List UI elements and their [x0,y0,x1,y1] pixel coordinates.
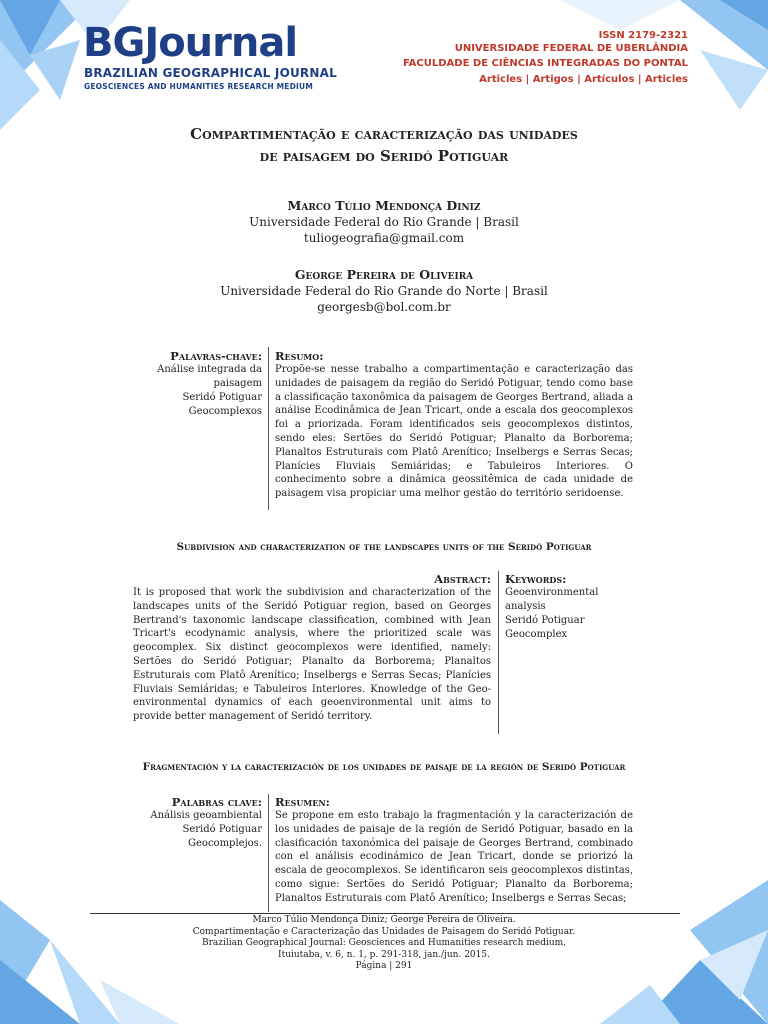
abstract-text: Propõe-se nesse trabalho a compartimentação e caracterização das unidades de paisagem da região do Seridó Potiguar, tendo como base a classificação taxonômica da paisagem de Georges Bertrand, aliada a análise Ecodinâmica de Jean Tricart, onde a escala dos geocomplexos foi a priorizada. Foram identificados seis geocomplexos distintos, sendo eles: Sertões do Seridó Potiguar; Planalto da Borborema; Planaltos Estruturais com Platô Arenítico; Inselbergs e Serras Secas; Planícies Fluviais Semiáridas; e Tabuleiros Interiores. O conhecimento sobre a dinâmica geossitêmica de cada unidade de paisagem visa propiciar uma melhor gestão do território seridoense. [275,364,633,500]
divider [498,571,499,734]
keyword: Geoenvironmental analysis [505,587,599,612]
page-number: Página | 291 [355,961,413,971]
author-affiliation: Universidade Federal do Rio Grande | Brasil [249,215,519,229]
issn: ISSN 2179-2321 [598,30,688,41]
journal-logo-subtitle: BRAZILIAN GEOGRAPHICAL JOURNAL [84,66,337,80]
journal-logo-tagline: GEOSCIENCES AND HUMANITIES RESEARCH MEDIUM [84,82,314,91]
keywords-label: Keywords: [505,572,567,586]
footer-journal: Brazilian Geographical Journal: Geosciences and Humanities research medium, [201,938,567,948]
keyword: Seridó Potiguar [505,615,585,626]
author-block-2 [0,267,768,315]
keyword: Seridó Potiguar [182,392,262,403]
university-name: UNIVERSIDADE FEDERAL DE UBERLÂNDIA [454,43,688,54]
keyword: Geocomplex [505,629,568,640]
author-block-1 [0,198,768,246]
abstract-en [133,572,491,724]
abstract-es [275,795,633,911]
abstract-text: It is proposed that work the subdivision and characterization of the landscapes units of the Seridó Potiguar region, based on Georges Bertrand's taxonomic landscape classification, combined with Jean Tricart's ecodynamic analysis, where the prioritized scale was geocomplex. Six distinct geocomplexos were identified, namely: Sertões do Seridó Potiguar; Planalto da Borborema; Planaltos Estruturais com Platô Arenítico; Inselbergs e Serras Secas; Planícies Fluviais Semiáridas; e Tabuleiros Interiores. Knowledge of the Geo-environmental dynamics of each geoenvironmental unit aims to provide better management of Seridó territory. [133,587,491,723]
keywords-en [505,572,625,642]
article-types: Articles | Artigos | Artículos | Articles [479,74,688,85]
abstract-text: Se propone em esto trabajo la fragmentación y la caracterización de los unidades de paisaje de la región de Seridó Potiguar, basado en la clasificación taxonómica del paisaje de Georges Bertrand, combinado con el análisis ecodinámico de Jean Tricart, donde se priorizó la escala de geocomplexos. Se identificaron seis geocomplexos distintas, como sigue: Sertões do Seridó Potiguar; Planalto da Borborema; Planaltos Estruturais com Platô Arenítico; Inselbergs e Serras Secas; [275,810,633,904]
article-title [0,123,768,167]
abstract-pt [275,349,633,501]
citation-footer [0,915,768,973]
author-name: George Pereira de Oliveira [294,267,474,282]
divider [268,347,269,510]
author-name: Marco Túlio Mendonça Diniz [287,198,481,213]
footer-volume: Ituiutaba, v. 6, n. 1, p. 291-318, jan./jun. 2015. [278,949,490,960]
footer-title: Compartimentação e Caracterização das Unidades de Paisagem do Seridó Potiguar. [192,926,576,937]
article-title-line1: Compartimentação e caracterização das unidades [190,125,578,143]
author-email: tuliogeografia@gmail.com [303,231,465,245]
abstract-label: Resumen: [275,795,330,809]
abstract-label: Abstract: [434,572,491,586]
keyword: Análise integrada da paisagem [157,364,262,389]
faculty-name: FACULDADE DE CIÊNCIAS INTEGRADAS DO PONTAL [402,58,688,69]
keyword: Análisis geoambiental [150,810,262,821]
keyword: Geocomplexos [188,406,262,417]
divider [268,794,269,912]
keyword: Seridó Potiguar [182,824,262,835]
keyword: Geocomplejos. [188,838,262,849]
journal-logo: BGJournal [83,20,298,66]
keywords-label: Palavras-chave: [170,349,262,363]
footer-authors: Marco Túlio Mendonça Diniz; George Pereira de Oliveira. [252,915,516,925]
keywords-es [140,795,262,851]
section-title-spanish: Fragmentación y la caracterización de los unidades de paisaje de la región de Seridó Potiguar [142,761,626,773]
abstract-label: Resumo: [275,349,324,363]
keywords-label: Palabras clave: [171,795,262,809]
author-email: georgesb@bol.com.br [317,300,451,314]
article-title-line2: de paisagem do Seridó Potiguar [259,147,509,165]
footer-divider [90,913,680,914]
section-title-english: Subdivision and characterization of the landscapes units of the Seridó Potiguar [176,541,592,553]
author-affiliation: Universidade Federal do Rio Grande do Norte | Brasil [220,284,548,298]
keywords-pt [140,349,262,419]
